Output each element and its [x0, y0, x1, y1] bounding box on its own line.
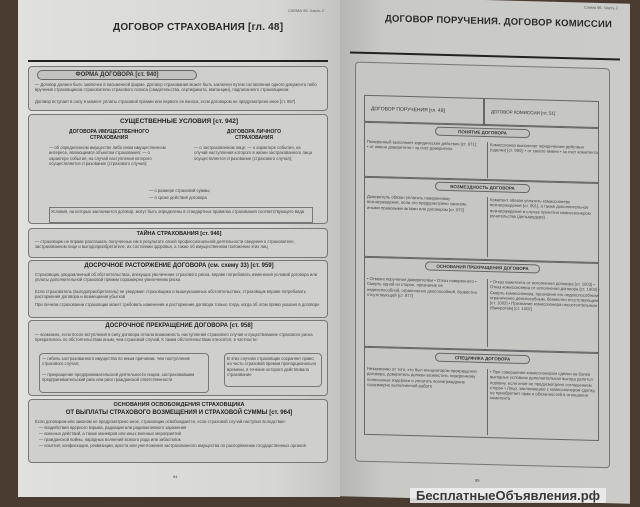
running-head: СХЕМА 95. Часть 2 — [288, 8, 324, 13]
section-heading: СУЩЕСТВЕННЫЕ УСЛОВИЯ [ст. 942] — [119, 118, 239, 125]
common-term: — о размере страховой суммы; — [149, 188, 211, 193]
divider — [28, 60, 328, 62]
section-termination — [364, 257, 599, 353]
secrecy-text: — страховщик не вправе разглашать полученные им в результате своей профессиональной деятельности сведения о страхователе, застрахованном лице и выгодоприобретателе, их состоянии здоровья, а также об имущественном положении этих лиц — [35, 239, 295, 250]
page-title: ДОГОВОР СТРАХОВАНИЯ [гл. 48] — [113, 22, 284, 33]
cell-text: • При совершении комиссионером сделки на более выгодных условиях дополнительная выгода делится поровну, если иное не предусмотрено соглашением сторон • Лицо, заключившее с комиссионером сделку, не приобретает прав и обязанностей в отношении комитента — [487, 369, 600, 438]
page-number: 94 — [173, 474, 178, 479]
column-title: ДОГОВОРА ЛИЧНОГО СТРАХОВАНИЯ — [226, 129, 282, 141]
list-item: При личном страховании страховщик может требовать изменения и расторжения договора только тогда, когда об этом прямо указано в договоре — [35, 302, 320, 307]
cell-text: • Отмена поручения доверителем • Отказ поверенного • Смерть одной из сторон, признание ее недееспособной, ограниченно дееспособной, безвестно отсутствующей [ст. 977] — [367, 275, 477, 299]
diagram-frame — [355, 62, 610, 469]
section-heading: ОСНОВАНИЯ ПРЕКРАЩЕНИЯ ДОГОВОРА — [425, 261, 540, 273]
early-end-section — [28, 320, 328, 396]
exemption-intro: Если договором или законом не предусмотрено иное, страховщик освобождается, если страховой случай наступил вследствие: — [35, 419, 286, 424]
exemption-section — [28, 399, 328, 463]
form-section — [28, 66, 328, 111]
cell-text: Комитент обязан уплатить комиссионеру вознаграждение [ст. 991], а также дополнительное вознаграждение в случае принятия комиссионером ручательства (делькредере) — [487, 197, 600, 260]
cell-text: Доверитель обязан уплатить поверенному вознаграждение, если это предусмотрено законом, иными правовыми актами или договором [ст. 972] — [367, 193, 467, 213]
section-heading: ДОСРОЧНОЕ ПРЕКРАЩЕНИЕ ДОГОВОРА [ст. 958] — [105, 323, 253, 329]
list-item: — военных действий, а также маневров или иных военных мероприятий — [39, 431, 181, 436]
premium-box — [224, 353, 322, 387]
column-header: ДОГОВОР ПОРУЧЕНИЯ [гл. 49] — [364, 95, 484, 125]
list-item: — прекращение предпринимательской деятельности лицом, застраховавшим предпринимательский риск или риск гражданской ответственности — [42, 372, 195, 383]
form-text-2: Договор вступает в силу в момент уплаты страховой премии или первого ее взноса, если договором не предусмотрено иное [ст. 957] — [35, 99, 296, 104]
section-heading: ВОЗМЕЗДНОСТЬ ДОГОВОРА — [435, 182, 530, 193]
section-heading: ОСНОВАНИЯ ОСВОБОЖДЕНИЯ СТРАХОВЩИКА — [113, 402, 245, 408]
section-heading: СПЕЦИФИКА ДОГОВОРА — [435, 353, 530, 364]
watermark: БесплатныеОбъявления.рф — [410, 488, 606, 503]
list-item: — гражданской войны, народных волнений всякого рода или забастовок — [39, 437, 181, 442]
early-end-text: — возможно, если после вступления в силу договора отпала возможность наступления страхового случая и существование страхового риска прекратилось по обстоятельствам иным, чем страховой случай. К таким обстоятельствам относятся, в частности: — [35, 332, 313, 343]
premium-text: В этих случаях страховщик сохраняет право на часть страховой премии пропорционально времени, в течение которого действовало страхование — [227, 356, 317, 377]
section-heading: ОТ ВЫПЛАТЫ СТРАХОВОГО ВОЗМЕЩЕНИЯ И СТРАХОВОЙ СУММЫ [ст. 964] — [65, 410, 293, 416]
left-page — [18, 0, 340, 497]
form-text: — Договор должен быть заключен в письменной форме. Договор страхования может быть заключен путем составления одного документа либо вручения страховщиком страхователю страхового полиса (свидетельства, сертификата, квитанции), подписанного страховщиком — [35, 82, 317, 93]
running-head: Схема 96. Часть 2 — [584, 4, 618, 11]
secrecy-section — [28, 228, 328, 258]
column-text: — о застрахованном лице; — о характере события, на случай наступления которого в жизни застрахованного лица осуществляется страхование (страхового случая); — [194, 145, 312, 161]
list-item: Если страхователь (выгодоприобретатель) не уведомил страховщика о вышеуказанных обстоятельствах, страховщик вправе потребовать расторжения договора и возмещения убытков — [35, 289, 306, 300]
cell-text: Поверенный выполняет юридические действия [ст. 971]: • от имени доверителя • за счет доверителя — [367, 138, 477, 152]
section-concept — [364, 122, 599, 183]
section-specifics — [364, 347, 599, 441]
cell-text: Независимо от того, кто был инициатором прекращения договора, доверитель должен возместить поверенному понесенные издержки и уплатить вознаграждение соразмерно выполненной работе — [367, 365, 477, 389]
list-item: — воздействия ядерного взрыва, радиации или радиоактивного заражения — [39, 425, 187, 430]
cell-text: • Отказ комитента от исполнения договора [ст. 1003] • Отказ комиссионера от исполнения договора [ст. 1004] • Смерть комиссионера, признание его недееспособным, ограниченно дееспособным, безвестно отсутствующим [ст. 1002] • Признание комиссионера несостоятельным (банкротом) [ст. 1002] — [487, 279, 600, 350]
termination-section — [28, 260, 328, 318]
list-item: — гибель застрахованного имущества по иным причинам, чем наступление страхового случая; — [42, 356, 191, 367]
cases-box — [39, 353, 209, 393]
section-heading: ДОСРОЧНОЕ РАСТОРЖЕНИЕ ДОГОВОРА (см. схему 33) [ст. 959] — [84, 263, 274, 269]
column-text: — об определенном имуществе либо ином имущественном интересе, являющемся объектом страхования; — о характере события, на случай наступления которого осуществляется страхование (страхового случая); — [49, 145, 166, 166]
cell-text: Комиссионер выполняет юридические действия (сделки) [ст. 990]: • от своего имени • за счет комитента — [487, 142, 600, 181]
list-item: — изъятия, конфискации, реквизиции, ареста или уничтожения застрахованного имущества по распоряжению государственных органов — [39, 443, 306, 448]
right-page — [340, 0, 630, 504]
column-title: ДОГОВОРА ИМУЩЕСТВЕННОГО СТРАХОВАНИЯ — [69, 129, 149, 141]
list-item: Страховщик, уведомленный об обстоятельствах, влекущих увеличение страхового риска, вправе потребовать изменения условий договора или уплаты дополнительной страховой премии соразмерно увеличению риска — [35, 272, 318, 283]
section-heading: ПОНЯТИЕ ДОГОВОРА — [435, 127, 530, 138]
note-text: Условия, на которых заключается договор, могут быть определены в стандартных правилах страхования соответствующего вида — [49, 207, 313, 223]
common-term: — о сроке действия договора — [149, 195, 207, 200]
section-heading: ФОРМА ДОГОВОРА [ст. 940] — [37, 70, 197, 80]
divider — [350, 51, 620, 60]
essential-terms-section — [28, 114, 328, 224]
page-number: 95 — [475, 477, 480, 483]
section-heading: ТАЙНА СТРАХОВАНИЯ [ст. 946] — [136, 231, 222, 237]
column-header: ДОГОВОР КОМИССИИ [гл. 51] — [484, 98, 599, 128]
section-compensation — [364, 177, 599, 263]
page-title: ДОГОВОР ПОРУЧЕНИЯ. ДОГОВОР КОМИССИИ — [385, 13, 613, 31]
